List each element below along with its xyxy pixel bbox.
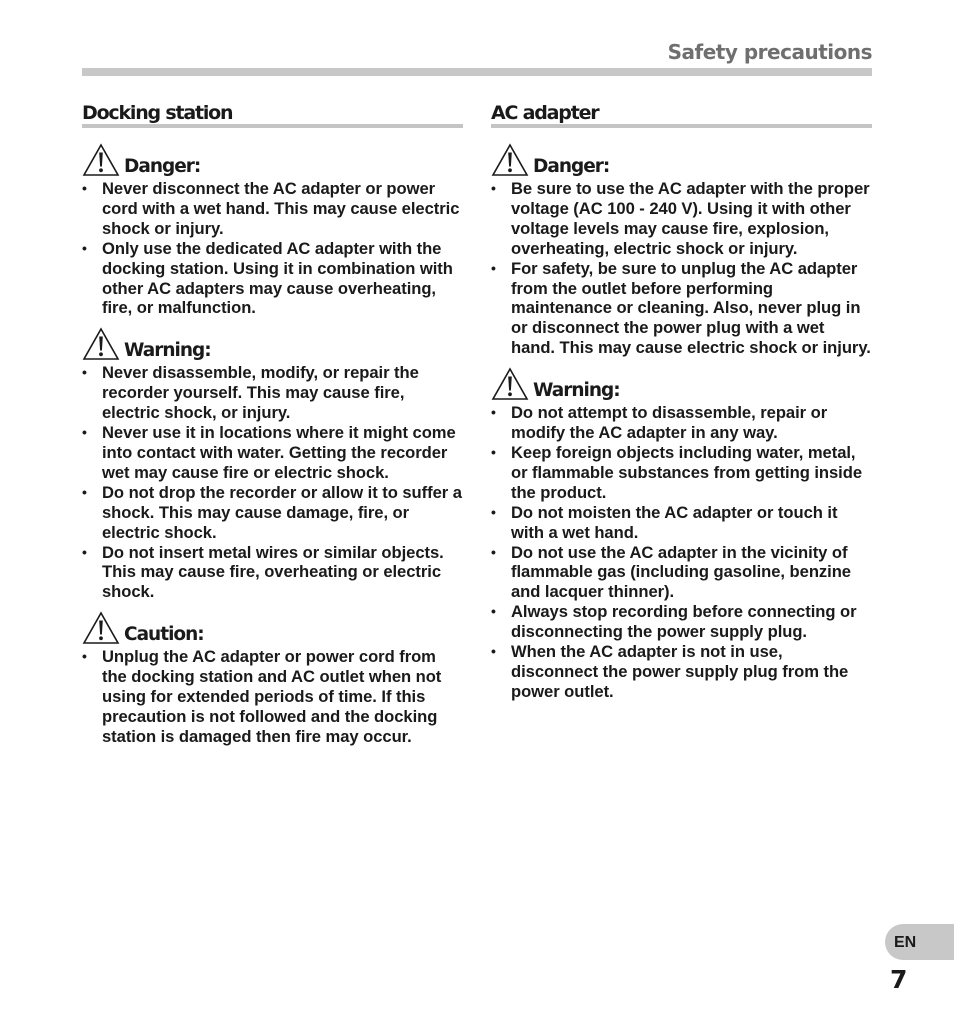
warning-triangle-icon — [82, 143, 120, 177]
section-title: AC adapter — [491, 102, 599, 124]
hazard-blocks — [82, 143, 463, 747]
precaution-item: • Be sure to use the AC adapter with the proper voltage (AC 100 - 240 V). Using it with other voltage levels may cause fire, explosion, overheating, electric shock or injury. — [491, 179, 872, 259]
warning-triangle-icon — [82, 327, 120, 361]
hazard-heading — [82, 327, 463, 361]
section-rule — [491, 124, 872, 128]
precaution-item: • Do not moisten the AC adapter or touch it with a wet hand. — [491, 503, 872, 543]
precaution-item: • Never disassemble, modify, or repair the recorder yourself. This may cause fire, electric shock, or injury. — [82, 363, 463, 423]
section-title: Docking station — [82, 102, 233, 124]
precaution-list — [82, 179, 463, 318]
hazard-label: Caution: — [124, 624, 204, 646]
warning-triangle-icon — [491, 143, 529, 177]
precaution-item: • Only use the dedicated AC adapter with the docking station. Using it in combination with other AC adapters may cause overheating, fire, or malfunction. — [82, 239, 463, 319]
precaution-item: • When the AC adapter is not in use, disconnect the power supply plug from the power outlet. — [491, 642, 872, 702]
hazard-heading — [491, 367, 872, 401]
hazard-heading — [82, 143, 463, 177]
precaution-list — [82, 647, 463, 747]
hazard-blocks — [491, 143, 872, 702]
page-number: 7 — [890, 965, 908, 994]
precaution-item: • Never use it in locations where it might come into contact with water. Getting the recorder wet may cause fire or electric shock. — [82, 423, 463, 483]
precaution-item: • Do not use the AC adapter in the vicinity of flammable gas (including gasoline, benzine and lacquer thinner). — [491, 543, 872, 603]
hazard-label: Warning: — [124, 340, 211, 362]
hazard-heading — [491, 143, 872, 177]
warning-triangle-icon — [491, 367, 529, 401]
hazard-label: Warning: — [533, 380, 620, 402]
ac-adapter-section — [491, 100, 872, 711]
warning-triangle-icon — [82, 611, 120, 645]
precaution-item: • For safety, be sure to unplug the AC adapter from the outlet before performing maintenance or cleaning. Also, never plug in or disconnect the power plug with a wet hand. This may cause electric shock or injury. — [491, 259, 872, 359]
precaution-item: • Do not attempt to disassemble, repair or modify the AC adapter in any way. — [491, 403, 872, 443]
hazard-label: Danger: — [124, 156, 201, 177]
precaution-list — [82, 363, 463, 602]
section-rule — [82, 124, 463, 128]
precaution-item: • Unplug the AC adapter or power cord from the docking station and AC outlet when not using for extended periods of time. If this precaution is not followed and the docking station is damaged then fire may occur. — [82, 647, 463, 747]
precaution-item: • Keep foreign objects including water, metal, or flammable substances from getting inside the product. — [491, 443, 872, 503]
page-header-title: Safety precautions — [667, 40, 872, 64]
language-label: EN — [894, 934, 917, 951]
precaution-item: • Do not drop the recorder or allow it to suffer a shock. This may cause damage, fire, or electric shock. — [82, 483, 463, 543]
hazard-heading — [82, 611, 463, 645]
hazard-label: Danger: — [533, 156, 610, 177]
precaution-list — [491, 179, 872, 358]
precaution-item: • Do not insert metal wires or similar objects. This may cause fire, overheating or electric shock. — [82, 543, 463, 603]
precaution-item: • Never disconnect the AC adapter or power cord with a wet hand. This may cause electric shock or injury. — [82, 179, 463, 239]
precaution-item: • Always stop recording before connecting or disconnecting the power supply plug. — [491, 602, 872, 642]
docking-station-section — [82, 100, 463, 756]
header-rule — [82, 68, 872, 76]
precaution-list — [491, 403, 872, 702]
